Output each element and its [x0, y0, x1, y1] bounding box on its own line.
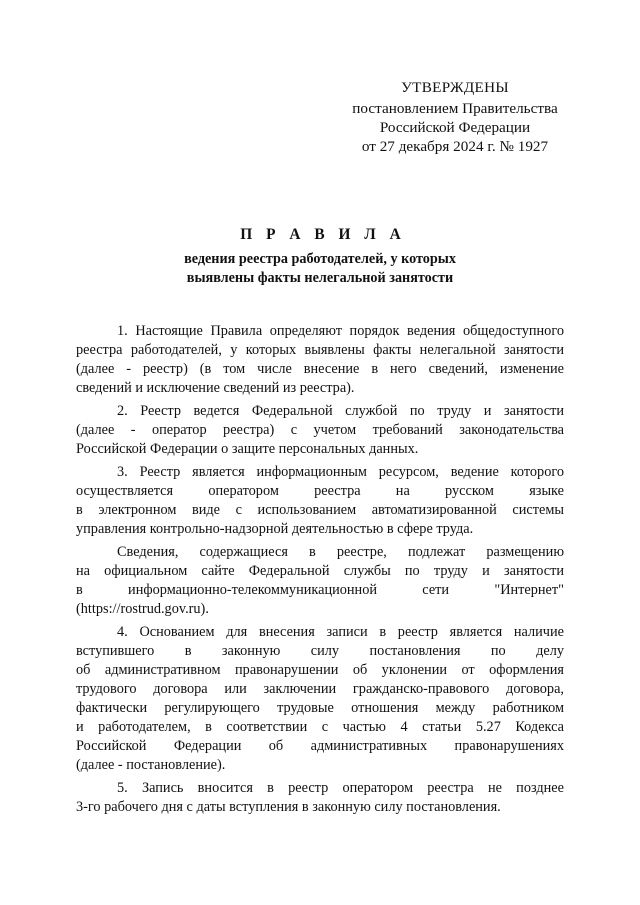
text-line: на официальном сайте Федеральной службы по труду и занятости [76, 563, 564, 579]
text-line: 4. Основанием для внесения записи в реестр является наличие [117, 624, 564, 640]
document-body [76, 322, 564, 821]
text-line: (https://rostrud.gov.ru). [76, 601, 209, 617]
approval-heading: УТВЕРЖДЕНЫ [401, 79, 509, 96]
paragraph-4 [76, 623, 564, 775]
approval-line: Российской Федерации [379, 119, 531, 136]
paragraph-5 [76, 779, 564, 817]
document-subtitle-line: ведения реестра работодателей, у которых [184, 251, 456, 267]
paragraph-2 [76, 402, 564, 459]
text-line: 3-го рабочего дня с даты вступления в законную силу постановления. [76, 799, 501, 815]
text-line: реестра работодателей, у которых выявлены факты нелегальной занятости [76, 342, 564, 358]
text-line: управления контрольно-надзорной деятельностью в сфере труда. [76, 521, 474, 537]
text-line: осуществляется оператором реестра на русском языке [76, 483, 564, 499]
text-line: в информационно-телекоммуникационной сети "Интернет" [76, 582, 564, 598]
text-line: Российской Федерации о защите персональных данных. [76, 441, 419, 457]
approval-date-line: от 27 декабря 2024 г. № 1927 [361, 138, 549, 155]
text-line: трудового договора или заключении гражданско-правового договора, [76, 681, 564, 697]
text-line: сведений и исключение сведений из реестра). [76, 380, 355, 396]
paragraph-1 [76, 322, 564, 398]
document-subtitle-line: выявлены факты нелегальной занятости [186, 270, 454, 286]
text-line: 5. Запись вносится в реестр оператором реестра не позднее [117, 780, 564, 796]
paragraph-3 [76, 463, 564, 539]
text-line: и работодателем, в соответствии с частью 4 статьи 5.27 Кодекса [76, 719, 564, 735]
text-line: 3. Реестр является информационным ресурсом, ведение которого [117, 464, 564, 480]
text-line: (далее - постановление). [76, 757, 226, 773]
text-line: об административном правонарушении об уклонении от оформления [76, 662, 564, 678]
text-line: Сведения, содержащиеся в реестре, подлежат размещению [117, 544, 564, 560]
document-title: П Р А В И Л А [240, 226, 406, 243]
text-line: фактически регулирующего трудовые отношения между работником [76, 700, 564, 716]
approval-stamp [320, 78, 590, 156]
text-line: вступившего в законную силу постановления по делу [76, 643, 564, 659]
document-title-block [0, 226, 640, 288]
approval-line: постановлением Правительства [352, 100, 558, 117]
text-line: (далее - реестр) (в том числе внесение в него сведений, изменение [76, 361, 564, 377]
text-line: 1. Настоящие Правила определяют порядок ведения общедоступного [117, 323, 564, 339]
text-line: Российской Федерации об административных правонарушениях [76, 738, 564, 754]
text-line: 2. Реестр ведется Федеральной службой по труду и занятости [117, 403, 564, 419]
text-line: в электронном виде с использованием автоматизированной системы [76, 502, 564, 518]
paragraph-3-cont [76, 543, 564, 619]
text-line: (далее - оператор реестра) с учетом требований законодательства [76, 422, 564, 438]
